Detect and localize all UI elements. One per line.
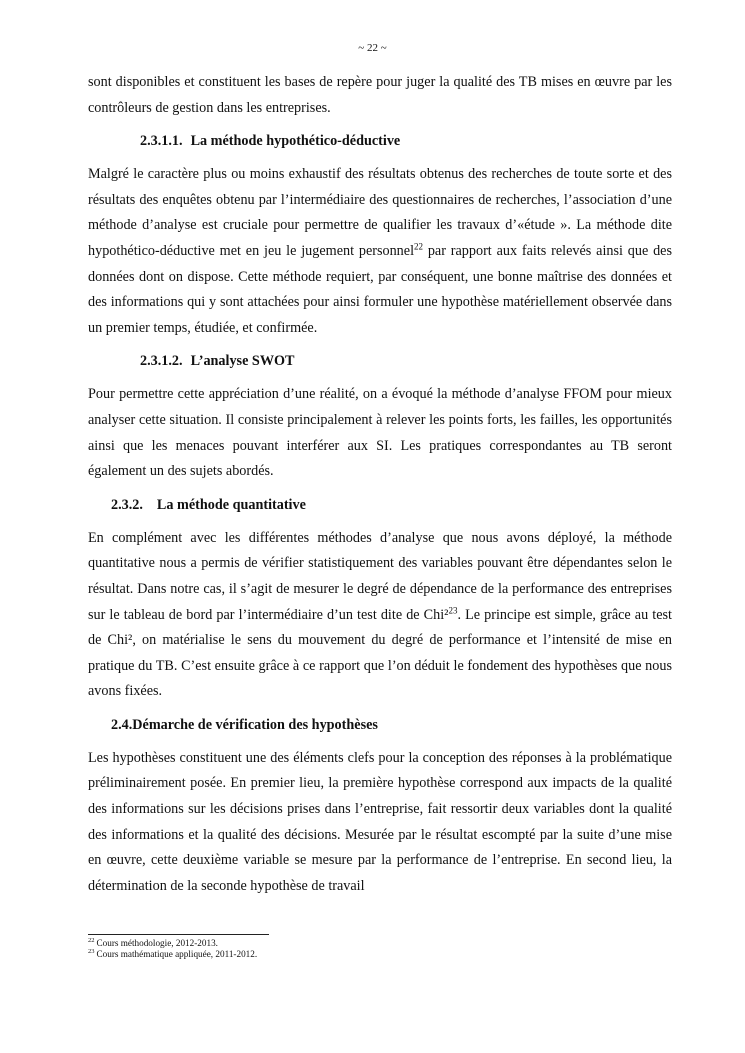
- heading-title: L’analyse SWOT: [190, 353, 295, 370]
- heading-number: 2.3.2.: [111, 496, 143, 513]
- footnote-ref-22: 22: [414, 241, 424, 252]
- paragraph-hypotheses: Les hypothèses constituent une des éléments clefs pour la conception des réponses à la problématique préliminairement posée. En premier lieu, la première hypothèse correspond aux impacts de la qualité des informations sur les décisions prises dans l’entreprise, fait ressortir deux variables dont la qualité des informations et la qualité des décisions. Mesurée par le résultat escompté par la suite d’une mise en œuvre, cette deuxième variable se mesure par la performance de l’entreprise. En second lieu, la détermination de la seconde hypothèse de travail: [88, 749, 672, 894]
- footnotes: [88, 934, 672, 960]
- heading-title: La méthode hypothético-déductive: [190, 133, 401, 150]
- paragraph-quantitative: [88, 526, 672, 705]
- paragraph-text: En complément avec les différentes méthodes d’analyse que nous avons déployé, la méthode quantitative nous a permis de vérifier statistiquement des variables pouvant être dépendantes selon le résultat. Dans notre cas, il s’agit de mesurer le degré de dépendance de la performance des entreprises sur le tableau de bord par l’intermédiaire d’un test dite de Chi²: [88, 529, 672, 623]
- heading-title: Démarche de vérification des hypothèses: [132, 716, 378, 733]
- footnote-text: Cours méthodologie, 2012-2013.: [96, 938, 218, 948]
- heading-number: 2.4.: [111, 716, 133, 733]
- heading-quantitative: [88, 494, 672, 516]
- footnote-ref-23: 23: [448, 604, 458, 615]
- paragraph-text: Malgré le caractère plus ou moins exhaustif des résultats obtenus des recherches de toute sorte et des résultats des enquêtes obtenu par l’intermédiaire des questionnaires de recherches, l’association d’une méthode d’analyse est cruciale pour permettre de qualifier les travaux d’«étude ». La méthode dite hypothético-déductive met en jeu le jugement personnel: [88, 166, 672, 259]
- paragraph-text: . Le principe est simple, grâce au test de Chi², on matérialise le sens du mouvement du degré de performance et l’intensité de mise en pratique du TB. C’est ensuite grâce à ce rapport que l’on déduit le fondement des hypothèses que nous avons fixées.: [88, 606, 672, 700]
- paragraph-hypothetico-deductive: [88, 162, 672, 341]
- heading-hypothetico-deductive: [88, 130, 672, 152]
- paragraph-intro: sont disponibles et constituent les bases de repère pour juger la qualité des TB mises en œuvre par les contrôleurs de gestion dans les entreprises.: [88, 74, 672, 116]
- paragraph-swot: Pour permettre cette appréciation d’une réalité, on a évoqué la méthode d’analyse FFOM pour mieux analyser cette situation. Il consiste principalement à relever les points forts, les failles, les opportunités ainsi que les menaces pouvant interférer aux SI. Les pratiques correspondantes au TB seront également un des sujets abordés.: [88, 386, 672, 480]
- footnote-23: [88, 949, 672, 960]
- footnote-22: [88, 938, 672, 949]
- footnote-number: 22: [88, 936, 95, 944]
- footnote-number: 23: [88, 947, 95, 955]
- footnote-text: Cours mathématique appliquée, 2011-2012.: [96, 949, 258, 959]
- footnote-divider: [88, 934, 269, 935]
- page-number: ~ 22 ~: [358, 42, 387, 54]
- heading-number: 2.3.1.1.: [140, 133, 183, 150]
- heading-title: La méthode quantitative: [156, 496, 306, 513]
- heading-verification-hypotheses: [88, 714, 672, 736]
- page-body: [88, 70, 672, 899]
- heading-number: 2.3.1.2.: [140, 353, 183, 370]
- paragraph-text: par rapport aux faits relevés ainsi que des données dont on dispose. Cette méthode requiert, par conséquent, une bonne maîtrise des données et des informations qui y sont attachées pour ainsi formuler une hypothèse matériellement observée dans un premier temps, étudiée, et confirmée.: [88, 242, 672, 336]
- heading-swot: [88, 350, 672, 372]
